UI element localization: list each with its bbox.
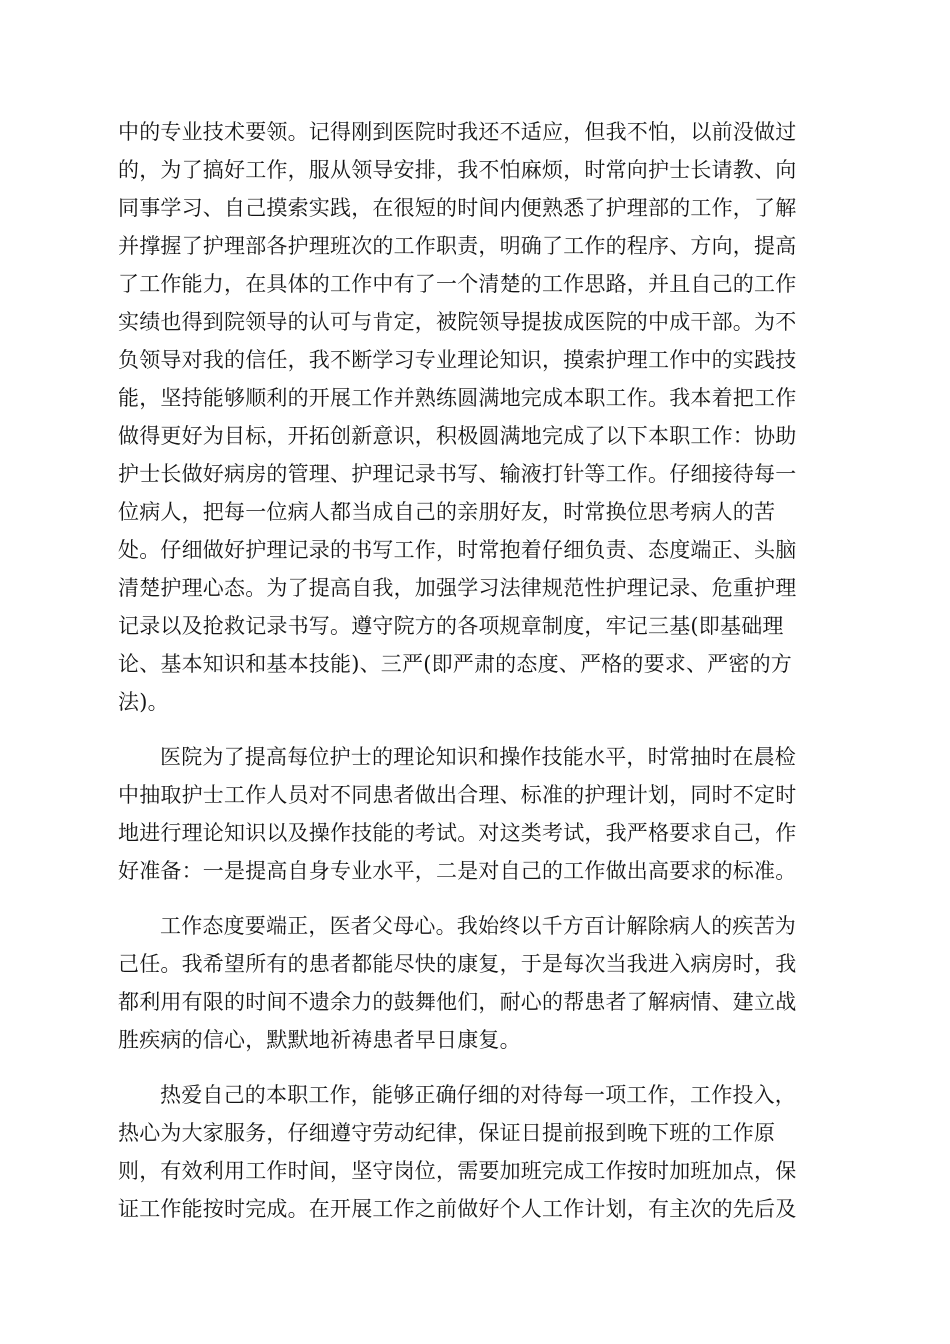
text-line: 己任。我希望所有的患者都能尽快的康复，于是每次当我进入病房时，我 — [118, 952, 797, 976]
paragraph-2 — [118, 738, 838, 890]
text-line: 位病人，把每一位病人都当成自己的亲朋好友，时常换位思考病人的苦 — [118, 500, 776, 524]
text-line: 法)。 — [118, 690, 169, 714]
text-line: 同事学习、自己摸索实践，在很短的时间内便熟悉了护理部的工作，了解 — [118, 196, 797, 220]
text-line: 热爱自己的本职工作，能够正确仔细的对待每一项工作，工作投入， — [160, 1083, 796, 1107]
paragraph-gap — [118, 890, 838, 907]
text-line: 胜疾病的信心，默默地祈祷患者早日康复。 — [118, 1028, 521, 1052]
paragraph-1 — [118, 113, 838, 721]
text-line: 则，有效利用工作时间，坚守岗位，需要加班完成工作按时加班加点，保 — [118, 1159, 797, 1183]
text-line: 了工作能力，在具体的工作中有了一个清楚的工作思路，并且自己的工作 — [118, 272, 797, 296]
text-line: 好准备：一是提高自身专业水平，二是对自己的工作做出高要求的标准。 — [118, 859, 797, 883]
text-line: 实绩也得到院领导的认可与肯定，被院领导提拔成医院的中成干部。为不 — [118, 310, 797, 334]
text-line: 做得更好为目标，开拓创新意识，积极圆满地完成了以下本职工作：协助 — [118, 424, 797, 448]
text-line: 能，坚持能够顺利的开展工作并熟练圆满地完成本职工作。我本着把工作 — [118, 386, 797, 410]
text-line: 清楚护理心态。为了提高自我，加强学习法律规范性护理记录、危重护理 — [118, 576, 797, 600]
text-line: 医院为了提高每位护士的理论知识和操作技能水平，时常抽时在晨检 — [160, 745, 796, 769]
text-line: 中的专业技术要领。记得刚到医院时我还不适应，但我不怕，以前没做过 — [118, 120, 797, 144]
text-line: 并撑握了护理部各护理班次的工作职责，明确了工作的程序、方向，提高 — [118, 234, 797, 258]
paragraph-gap — [118, 1059, 838, 1076]
text-line: 护士长做好病房的管理、护理记录书写、输液打针等工作。仔细接待每一 — [118, 462, 797, 486]
text-line: 论、基本知识和基本技能)、三严(即严肃的态度、严格的要求、严密的方 — [118, 652, 792, 676]
text-line: 负领导对我的信任，我不断学习专业理论知识，摸索护理工作中的实践技 — [118, 348, 797, 372]
paragraph-4 — [118, 1076, 838, 1228]
text-line: 工作态度要端正，医者父母心。我始终以千方百计解除病人的疾苦为 — [160, 914, 796, 938]
paragraph-3 — [118, 907, 838, 1059]
text-line: 记录以及抢救记录书写。遵守院方的各项规章制度，牢记三基(即基础理 — [118, 614, 784, 638]
text-line: 证工作能按时完成。在开展工作之前做好个人工作计划，有主次的先后及 — [118, 1197, 797, 1221]
text-line: 热心为大家服务，仔细遵守劳动纪律，保证日提前报到晚下班的工作原 — [118, 1121, 776, 1145]
text-line: 都利用有限的时间不遗余力的鼓舞他们，耐心的帮患者了解病情、建立战 — [118, 990, 797, 1014]
text-line: 中抽取护士工作人员对不同患者做出合理、标准的护理计划，同时不定时 — [118, 783, 797, 807]
text-line: 地进行理论知识以及操作技能的考试。对这类考试，我严格要求自己，作 — [118, 821, 797, 845]
paragraph-gap — [118, 721, 838, 738]
document-page — [118, 113, 838, 1228]
text-line: 处。仔细做好护理记录的书写工作，时常抱着仔细负责、态度端正、头脑 — [118, 538, 797, 562]
text-line: 的，为了搞好工作，服从领导安排，我不怕麻烦，时常向护士长请教、向 — [118, 158, 797, 182]
